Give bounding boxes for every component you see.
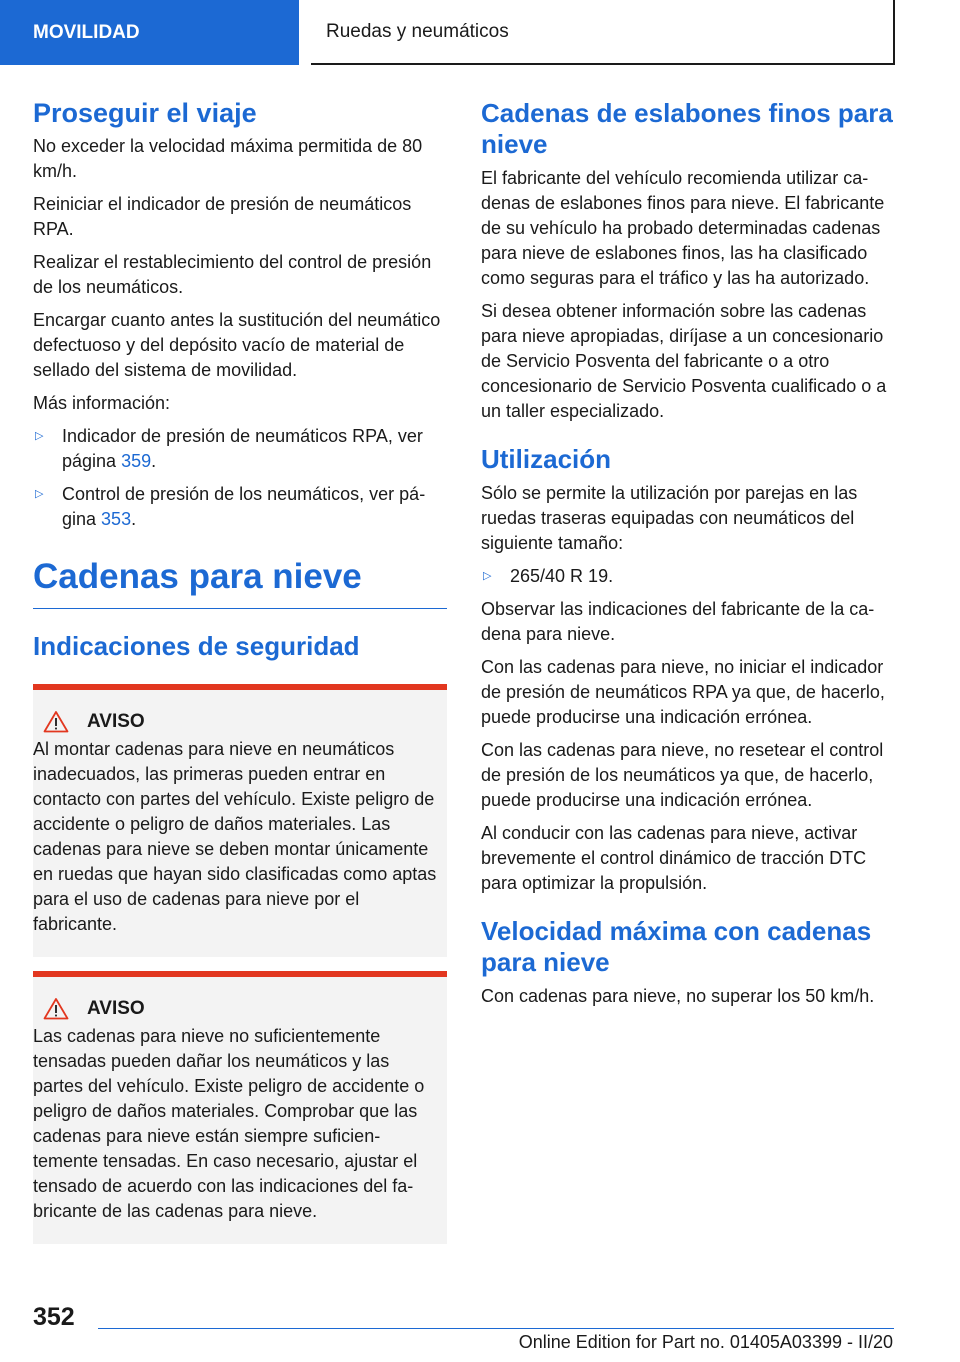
triangle-bullet-icon: ▷ bbox=[35, 430, 44, 442]
tire-size: 265/40 R 19. bbox=[510, 566, 614, 586]
warning-label: AVISO bbox=[87, 997, 145, 1019]
section-title: MOVILIDAD bbox=[33, 21, 140, 43]
warning-text: Al montar cadenas para nieve en neumáticos inadecuados, las primeras pueden entrar en contacto con partes del vehículo. Existe peligro de accidente o peligro de daños materiales. Las cadenas para nieve se deben montar únicamente en ruedas que hayan sido clasificadas como aptas para el uso de cadenas para nieve por el fabricante. bbox=[33, 739, 437, 934]
use-paragraph-1: Sólo se permite la utilización por parejas en las ruedas traseras equipadas con neumáticos del siguiente tamaño: bbox=[481, 483, 858, 553]
page-number: 352 bbox=[33, 1303, 75, 1331]
triangle-bullet-icon: ▷ bbox=[35, 488, 44, 500]
list-item-end: . bbox=[151, 451, 157, 471]
use-paragraph-5: Al conducir con las cadenas para nieve, activar brevemente el control dinámico de tracción DTC para optimizar la propulsión. bbox=[481, 823, 867, 893]
warning-text: Las cadenas para nieve no suficientemente tensadas pueden dañar los neumáticos y las partes del vehículo. Existe peligro de accidente o peligro de daños materiales. Comprobar que las cadenas para nieve están siempre suficientemente tensadas. En caso necesario, ajustar el tensado de acuerdo con las indicaciones del fabricante de las cadenas para nieve. bbox=[33, 1026, 425, 1221]
speed-heading: Velocidad máxima con cadenas para nieve bbox=[481, 916, 872, 977]
footer-edition: Online Edition for Part no. 01405A03399 - II/20 bbox=[518, 1332, 893, 1352]
list-item-end: . bbox=[131, 509, 137, 529]
continue-paragraph-2: Reiniciar el indicador de presión de neumáticos RPA. bbox=[33, 194, 412, 239]
continue-heading: Proseguir el viaje bbox=[33, 98, 257, 128]
use-paragraph-4: Con las cadenas para nieve, no resetear el control de presión de los neumáticos ya que, de hacerlo, puede producirse una indicación errónea. bbox=[481, 740, 884, 810]
warning-box bbox=[33, 684, 447, 957]
left-column bbox=[33, 98, 447, 1258]
warning-header bbox=[33, 997, 439, 1020]
warning-triangle-icon bbox=[43, 710, 69, 733]
warning-header bbox=[33, 710, 439, 733]
use-heading: Utilización bbox=[481, 444, 612, 474]
speed-paragraph: Con cadenas para nieve, no superar los 50 km/h. bbox=[481, 986, 875, 1006]
continue-paragraph-1: No exceder la velocidad máxima permitida de 80 km/h. bbox=[33, 136, 423, 181]
use-paragraph-3: Con las cadenas para nieve, no iniciar el indicador de presión de neumáticos RPA ya que, de hacerlo, puede producirse una indicación errónea. bbox=[481, 657, 885, 727]
tire-size-list bbox=[481, 564, 893, 589]
warning-label: AVISO bbox=[87, 710, 145, 732]
fine-chains-paragraph-1: El fabricante del vehículo recomienda utilizar cadenas de eslabones finos para nieve. El fabricante de su vehículo ha probado determinadas cadenas para nieve de eslabones finos, las ha clasificado como seguras para el tráfico y las ha autorizado. bbox=[481, 168, 885, 288]
fine-chains-paragraph-2: Si desea obtener información sobre las cadenas para nieve apropiadas, diríjase a un concesionario de Servicio Posventa del fabricante o a otro concesionario de Servicio Posventa cualificado o a un taller especializado. bbox=[481, 301, 887, 421]
list-item bbox=[33, 424, 447, 474]
list-item-text: Control de presión de los neumáticos, ver página bbox=[62, 484, 426, 529]
triangle-bullet-icon: ▷ bbox=[483, 570, 492, 582]
page-link-353[interactable]: 353 bbox=[101, 509, 132, 529]
continue-paragraph-4: Encargar cuanto antes la sustitución del neumático defectuoso y del depósito vacío de material de sellado del sistema de movilidad. bbox=[33, 310, 441, 380]
chains-heading: Cadenas para nieve bbox=[33, 556, 447, 609]
list-item-text: Indicador de presión de neumáticos RPA, ver página bbox=[62, 426, 423, 471]
page-link-359[interactable]: 359 bbox=[121, 451, 152, 471]
chapter-title: Ruedas y neumáticos bbox=[326, 20, 509, 42]
safety-heading: Indicaciones de seguridad bbox=[33, 631, 360, 661]
more-info-label: Más información: bbox=[33, 393, 171, 413]
warning-box bbox=[33, 971, 447, 1244]
list-item bbox=[33, 482, 447, 532]
header-section bbox=[0, 0, 299, 65]
list-item bbox=[481, 564, 893, 589]
more-info-list bbox=[33, 424, 447, 532]
footer-divider bbox=[98, 1328, 894, 1329]
header-chapter bbox=[311, 0, 895, 65]
use-paragraph-2: Observar las indicaciones del fabricante de la cadena para nieve. bbox=[481, 599, 875, 644]
continue-paragraph-3: Realizar el restablecimiento del control de presión de los neumáticos. bbox=[33, 252, 432, 297]
fine-chains-heading: Cadenas de eslabones finos para nieve bbox=[481, 98, 893, 159]
warning-triangle-icon bbox=[43, 997, 69, 1020]
right-column bbox=[481, 98, 893, 1017]
